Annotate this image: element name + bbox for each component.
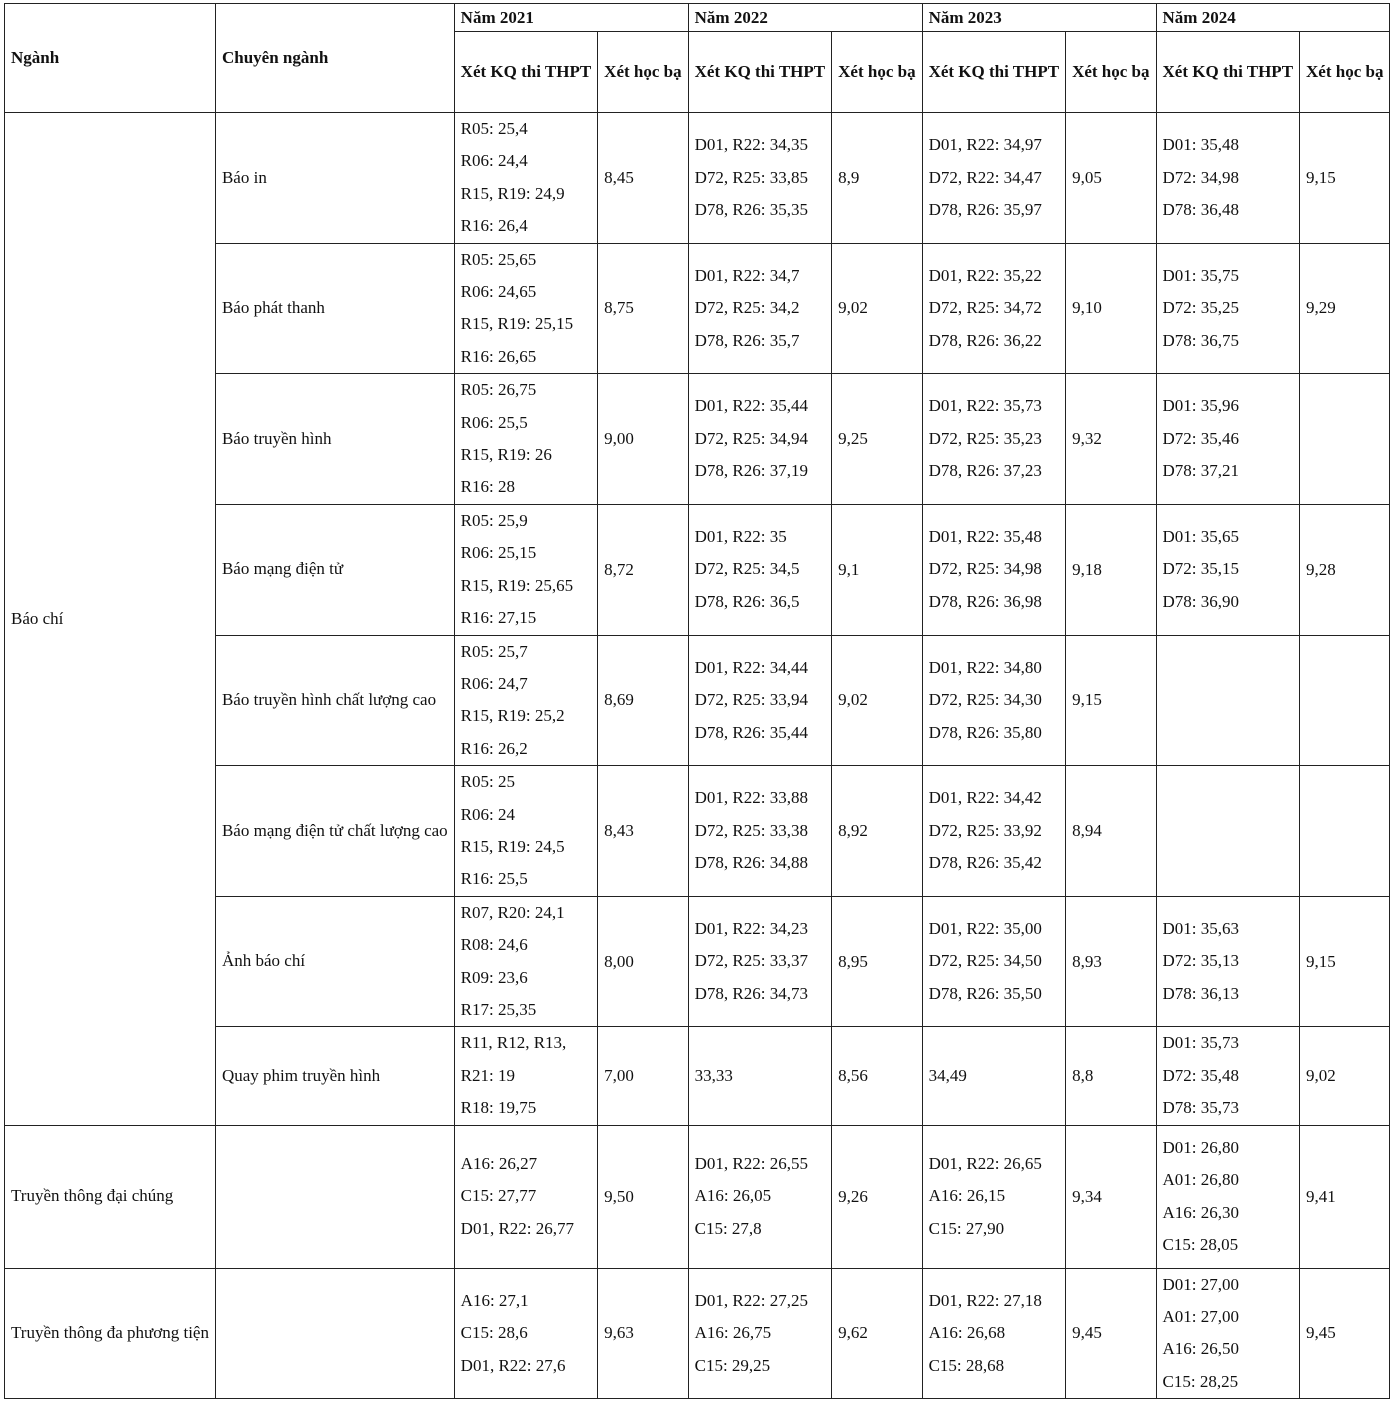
score-line: C15: 28,05 bbox=[1162, 1235, 1239, 1254]
score-line: D78: 37,21 bbox=[1162, 461, 1240, 481]
score-line: D01, R22: 27,6 bbox=[460, 1355, 566, 1375]
score-hb-2022-cell: 9,02 bbox=[832, 635, 922, 766]
score-line: D72: 35,15 bbox=[1162, 559, 1240, 579]
score-line: R05: 25,7 bbox=[460, 641, 528, 661]
score-hb-2023-cell: 9,15 bbox=[1066, 635, 1156, 766]
score-line: R09: 23,6 bbox=[460, 967, 528, 987]
score-line: D72, R25: 35,23 bbox=[928, 428, 1042, 448]
score-hb-2021-cell: 7,00 bbox=[598, 1027, 688, 1125]
score-line: D72: 35,46 bbox=[1162, 428, 1240, 448]
score-line: C15: 27,8 bbox=[694, 1218, 762, 1238]
score-line: D72, R25: 34,50 bbox=[928, 951, 1042, 971]
score-line: D78: 36,48 bbox=[1162, 200, 1240, 220]
score-hb-2023-cell: 8,8 bbox=[1066, 1027, 1156, 1125]
score-hb-2024-cell: 9,15 bbox=[1300, 896, 1390, 1027]
score-line: A16: 26,27 bbox=[460, 1153, 538, 1173]
score-line: A16: 26,75 bbox=[694, 1323, 772, 1343]
score-line: D78, R26: 34,73 bbox=[694, 983, 808, 1003]
score-kq-2023-cell bbox=[922, 243, 1066, 374]
score-line: D72, R25: 34,2 bbox=[694, 298, 800, 318]
score-line: R15, R19: 26 bbox=[460, 445, 552, 465]
score-hb-2022-cell: 8,9 bbox=[832, 113, 922, 244]
score-line: D72, R25: 34,5 bbox=[694, 559, 800, 579]
score-line: R06: 24,4 bbox=[460, 151, 528, 171]
score-line: R17: 25,35 bbox=[460, 999, 537, 1019]
score-kq-2024-cell bbox=[1156, 1027, 1300, 1125]
score-line: A01: 27,00 bbox=[1162, 1307, 1240, 1326]
score-line: R16: 26,2 bbox=[460, 738, 528, 758]
score-hb-2021-cell: 8,00 bbox=[598, 896, 688, 1027]
score-line: R05: 25 bbox=[460, 772, 515, 792]
score-hb-2023-cell: 9,10 bbox=[1066, 243, 1156, 374]
score-line: D01, R22: 34,42 bbox=[928, 788, 1042, 808]
score-line: D78, R26: 36,22 bbox=[928, 330, 1042, 350]
header-method-kq: Xét KQ thi THPT bbox=[1156, 32, 1300, 113]
score-kq-2021-cell bbox=[454, 113, 598, 244]
table-body bbox=[5, 113, 1390, 1399]
score-line: R08: 24,6 bbox=[460, 935, 528, 955]
score-line: R11, R12, R13, bbox=[460, 1033, 567, 1053]
score-line: R21: 19 bbox=[460, 1065, 515, 1085]
score-kq-2021-cell bbox=[454, 635, 598, 766]
score-line: D78, R26: 35,97 bbox=[928, 200, 1042, 220]
score-line: R16: 25,5 bbox=[460, 869, 528, 889]
chuyen-nganh-cell bbox=[215, 1125, 454, 1268]
score-line: C15: 28,25 bbox=[1162, 1371, 1239, 1391]
table-row bbox=[5, 1268, 1390, 1399]
chuyen-nganh-cell: Báo phát thanh bbox=[215, 243, 454, 374]
table-row bbox=[5, 1125, 1390, 1268]
chuyen-nganh-cell: Báo mạng điện tử bbox=[215, 504, 454, 635]
score-hb-2021-cell: 8,45 bbox=[598, 113, 688, 244]
score-line: R06: 24,7 bbox=[460, 673, 528, 693]
score-kq-2022-cell bbox=[688, 1027, 832, 1125]
header-chuyen-nganh: Chuyên ngành bbox=[215, 4, 454, 113]
score-line: D01, R22: 35,48 bbox=[928, 527, 1042, 547]
score-hb-2023-cell: 9,45 bbox=[1066, 1268, 1156, 1399]
score-line: D01, R22: 35,73 bbox=[928, 396, 1042, 416]
score-hb-2022-cell: 9,1 bbox=[832, 504, 922, 635]
score-line: D72, R25: 34,94 bbox=[694, 428, 808, 448]
score-kq-2022-cell bbox=[688, 374, 832, 505]
score-kq-2024-cell bbox=[1156, 243, 1300, 374]
header-method-kq: Xét KQ thi THPT bbox=[922, 32, 1066, 113]
score-line: R05: 26,75 bbox=[460, 380, 537, 400]
score-line: R06: 25,15 bbox=[460, 543, 537, 563]
score-line: D78, R26: 35,44 bbox=[694, 722, 808, 742]
header-year-2024: Năm 2024 bbox=[1156, 4, 1390, 32]
score-line: D01, R22: 35 bbox=[694, 527, 787, 547]
score-line: D78: 36,90 bbox=[1162, 591, 1240, 611]
score-hb-2023-cell: 9,18 bbox=[1066, 504, 1156, 635]
score-hb-2024-cell bbox=[1300, 635, 1390, 766]
score-line: R16: 26,65 bbox=[460, 346, 537, 366]
score-kq-2022-cell bbox=[688, 1125, 832, 1268]
score-line: D01, R22: 34,97 bbox=[928, 135, 1042, 155]
score-kq-2024-cell bbox=[1156, 374, 1300, 505]
score-line: D78, R26: 37,23 bbox=[928, 461, 1042, 481]
score-kq-2024-cell bbox=[1156, 113, 1300, 244]
admission-score-table bbox=[4, 3, 1390, 1399]
header-method-hb: Xét học bạ bbox=[1300, 32, 1390, 113]
score-line: D78, R26: 34,88 bbox=[694, 853, 808, 873]
score-kq-2021-cell bbox=[454, 766, 598, 897]
score-line: D72: 34,98 bbox=[1162, 167, 1240, 187]
score-line: R15, R19: 25,65 bbox=[460, 575, 574, 595]
score-line: D78: 36,13 bbox=[1162, 983, 1240, 1003]
score-line: D01, R22: 26,65 bbox=[928, 1153, 1042, 1173]
score-line: D72, R22: 34,47 bbox=[928, 167, 1042, 187]
score-hb-2024-cell: 9,28 bbox=[1300, 504, 1390, 635]
score-line: D01: 35,75 bbox=[1162, 265, 1240, 285]
score-hb-2024-cell bbox=[1300, 766, 1390, 897]
header-method-hb: Xét học bạ bbox=[832, 32, 922, 113]
score-hb-2021-cell: 8,69 bbox=[598, 635, 688, 766]
score-kq-2022-cell bbox=[688, 243, 832, 374]
score-kq-2023-cell bbox=[922, 766, 1066, 897]
chuyen-nganh-cell: Quay phim truyền hình bbox=[215, 1027, 454, 1125]
score-kq-2024-cell bbox=[1156, 896, 1300, 1027]
score-line: D72, R25: 34,72 bbox=[928, 298, 1042, 318]
score-hb-2022-cell: 8,92 bbox=[832, 766, 922, 897]
score-hb-2021-cell: 8,43 bbox=[598, 766, 688, 897]
score-line: D78, R26: 35,80 bbox=[928, 722, 1042, 742]
score-line: D72, R25: 33,94 bbox=[694, 690, 808, 710]
score-kq-2024-cell bbox=[1156, 1125, 1300, 1268]
score-line: D72: 35,13 bbox=[1162, 951, 1240, 971]
score-line: D72, R25: 33,37 bbox=[694, 951, 808, 971]
score-kq-2022-cell bbox=[688, 766, 832, 897]
score-hb-2024-cell bbox=[1300, 374, 1390, 505]
score-kq-2021-cell bbox=[454, 504, 598, 635]
score-hb-2022-cell: 9,25 bbox=[832, 374, 922, 505]
score-line: D78: 36,75 bbox=[1162, 330, 1240, 350]
score-line: A16: 27,1 bbox=[460, 1290, 529, 1310]
score-line: D01, R22: 34,35 bbox=[694, 135, 808, 155]
score-line: R15, R19: 24,9 bbox=[460, 183, 565, 203]
score-kq-2023-cell bbox=[922, 113, 1066, 244]
score-line: R15, R19: 24,5 bbox=[460, 836, 565, 856]
chuyen-nganh-cell: Báo mạng điện tử chất lượng cao bbox=[215, 766, 454, 897]
score-hb-2022-cell: 9,26 bbox=[832, 1125, 922, 1268]
score-line: D78: 35,73 bbox=[1162, 1098, 1240, 1118]
score-kq-2023-cell bbox=[922, 1125, 1066, 1268]
score-hb-2024-cell: 9,45 bbox=[1300, 1268, 1390, 1399]
score-kq-2022-cell bbox=[688, 635, 832, 766]
score-line: D01, R22: 35,44 bbox=[694, 396, 808, 416]
score-hb-2022-cell: 8,56 bbox=[832, 1027, 922, 1125]
score-kq-2021-cell bbox=[454, 1027, 598, 1125]
score-line: D78, R26: 36,98 bbox=[928, 591, 1042, 611]
score-line: D72, R25: 33,92 bbox=[928, 820, 1042, 840]
header-method-kq: Xét KQ thi THPT bbox=[454, 32, 598, 113]
score-line: D72: 35,48 bbox=[1162, 1065, 1240, 1085]
score-line: D78, R26: 37,19 bbox=[694, 461, 808, 481]
score-line: D78, R26: 35,35 bbox=[694, 200, 808, 220]
score-line: R05: 25,4 bbox=[460, 119, 528, 138]
chuyen-nganh-cell: Báo truyền hình bbox=[215, 374, 454, 505]
score-line: D78, R26: 35,50 bbox=[928, 983, 1042, 1003]
score-line: D72, R25: 33,85 bbox=[694, 167, 808, 187]
score-line: R16: 26,4 bbox=[460, 216, 528, 236]
score-hb-2022-cell: 9,02 bbox=[832, 243, 922, 374]
score-hb-2021-cell: 9,63 bbox=[598, 1268, 688, 1399]
score-line: D72, R25: 34,30 bbox=[928, 690, 1042, 710]
score-kq-2024-cell bbox=[1156, 766, 1300, 897]
score-hb-2022-cell: 9,62 bbox=[832, 1268, 922, 1399]
header-nganh: Ngành bbox=[5, 4, 216, 113]
score-kq-2024-cell bbox=[1156, 1268, 1300, 1399]
score-line: A01: 26,80 bbox=[1162, 1170, 1240, 1190]
chuyen-nganh-cell: Báo in bbox=[215, 113, 454, 244]
score-line: R15, R19: 25,2 bbox=[460, 706, 565, 726]
score-line: R05: 25,65 bbox=[460, 249, 537, 269]
score-kq-2023-cell bbox=[922, 635, 1066, 766]
score-line: R05: 25,9 bbox=[460, 510, 528, 530]
score-line: D01, R22: 35,22 bbox=[928, 265, 1042, 285]
score-kq-2023-cell bbox=[922, 504, 1066, 635]
score-hb-2023-cell: 8,93 bbox=[1066, 896, 1156, 1027]
score-line: A16: 26,15 bbox=[928, 1186, 1006, 1206]
score-line: D78, R26: 35,42 bbox=[928, 853, 1042, 873]
score-line: R16: 28 bbox=[460, 477, 515, 497]
score-hb-2021-cell: 9,00 bbox=[598, 374, 688, 505]
score-hb-2023-cell: 9,34 bbox=[1066, 1125, 1156, 1268]
score-kq-2024-cell bbox=[1156, 635, 1300, 766]
score-line: D01, R22: 26,55 bbox=[694, 1153, 808, 1173]
score-hb-2021-cell: 9,50 bbox=[598, 1125, 688, 1268]
score-kq-2021-cell bbox=[454, 243, 598, 374]
score-line: C15: 28,68 bbox=[928, 1355, 1005, 1375]
score-line: D01, R22: 26,77 bbox=[460, 1218, 575, 1238]
score-kq-2021-cell bbox=[454, 1125, 598, 1268]
score-line: D01, R22: 35,00 bbox=[928, 918, 1042, 938]
score-line: A16: 26,68 bbox=[928, 1323, 1006, 1343]
score-line: 33,33 bbox=[694, 1065, 733, 1085]
score-hb-2023-cell: 9,32 bbox=[1066, 374, 1156, 505]
score-line: D01: 35,48 bbox=[1162, 135, 1240, 155]
score-hb-2021-cell: 8,75 bbox=[598, 243, 688, 374]
score-kq-2021-cell bbox=[454, 896, 598, 1027]
header-year-2023: Năm 2023 bbox=[922, 4, 1156, 32]
score-line: R06: 25,5 bbox=[460, 412, 528, 432]
nganh-cell: Báo chí bbox=[5, 113, 216, 1126]
score-line: R06: 24,65 bbox=[460, 282, 537, 302]
score-line: D72, R25: 34,98 bbox=[928, 559, 1042, 579]
score-line: D01, R22: 33,88 bbox=[694, 788, 808, 808]
header-method-hb: Xét học bạ bbox=[1066, 32, 1156, 113]
table-row bbox=[5, 113, 1390, 244]
header-year-2021: Năm 2021 bbox=[454, 4, 688, 32]
score-kq-2023-cell bbox=[922, 374, 1066, 505]
score-hb-2022-cell: 8,95 bbox=[832, 896, 922, 1027]
score-line: D78, R26: 35,7 bbox=[694, 330, 800, 350]
score-line: D01, R22: 27,25 bbox=[694, 1290, 808, 1310]
score-line: A16: 26,05 bbox=[694, 1186, 772, 1206]
score-kq-2022-cell bbox=[688, 113, 832, 244]
score-hb-2021-cell: 8,72 bbox=[598, 504, 688, 635]
score-line: C15: 28,6 bbox=[460, 1323, 528, 1343]
score-hb-2024-cell: 9,41 bbox=[1300, 1125, 1390, 1268]
score-line: D01, R22: 27,18 bbox=[928, 1290, 1042, 1310]
score-line: D72, R25: 33,38 bbox=[694, 820, 808, 840]
header-year-2022: Năm 2022 bbox=[688, 4, 922, 32]
score-hb-2023-cell: 9,05 bbox=[1066, 113, 1156, 244]
score-kq-2021-cell bbox=[454, 1268, 598, 1399]
score-line: C15: 27,77 bbox=[460, 1186, 537, 1206]
score-line: C15: 27,90 bbox=[928, 1218, 1005, 1238]
nganh-cell: Truyền thông đại chúng bbox=[5, 1125, 216, 1268]
score-line: D01, R22: 34,80 bbox=[928, 657, 1042, 677]
score-hb-2024-cell: 9,15 bbox=[1300, 113, 1390, 244]
score-kq-2023-cell bbox=[922, 1268, 1066, 1399]
header-method-hb: Xét học bạ bbox=[598, 32, 688, 113]
nganh-cell: Truyền thông đa phương tiện bbox=[5, 1268, 216, 1399]
score-line: R15, R19: 25,15 bbox=[460, 314, 574, 334]
score-line: R07, R20: 24,1 bbox=[460, 902, 565, 922]
score-hb-2023-cell: 8,94 bbox=[1066, 766, 1156, 897]
score-kq-2021-cell bbox=[454, 374, 598, 505]
score-line: D01, R22: 34,7 bbox=[694, 265, 800, 285]
score-kq-2023-cell bbox=[922, 896, 1066, 1027]
score-kq-2023-cell bbox=[922, 1027, 1066, 1125]
score-kq-2024-cell bbox=[1156, 504, 1300, 635]
score-kq-2022-cell bbox=[688, 896, 832, 1027]
score-line: D01: 35,73 bbox=[1162, 1033, 1240, 1053]
score-kq-2022-cell bbox=[688, 504, 832, 635]
score-line: D01: 26,80 bbox=[1162, 1137, 1240, 1157]
score-line: D01: 27,00 bbox=[1162, 1274, 1240, 1294]
score-line: A16: 26,50 bbox=[1162, 1339, 1240, 1359]
score-line: R16: 27,15 bbox=[460, 608, 537, 628]
score-line: C15: 29,25 bbox=[694, 1355, 771, 1375]
chuyen-nganh-cell bbox=[215, 1268, 454, 1399]
chuyen-nganh-cell: Ảnh báo chí bbox=[215, 896, 454, 1027]
score-kq-2022-cell bbox=[688, 1268, 832, 1399]
chuyen-nganh-cell: Báo truyền hình chất lượng cao bbox=[215, 635, 454, 766]
score-line: D78, R26: 36,5 bbox=[694, 591, 800, 611]
score-line: A16: 26,30 bbox=[1162, 1202, 1240, 1222]
score-hb-2024-cell: 9,29 bbox=[1300, 243, 1390, 374]
score-line: R06: 24 bbox=[460, 804, 515, 824]
score-line: D01, R22: 34,23 bbox=[694, 918, 808, 938]
score-hb-2024-cell: 9,02 bbox=[1300, 1027, 1390, 1125]
score-line: D01: 35,63 bbox=[1162, 918, 1240, 938]
score-line: D01: 35,65 bbox=[1162, 527, 1240, 547]
score-line: R18: 19,75 bbox=[460, 1098, 537, 1118]
score-line: D01, R22: 34,44 bbox=[694, 657, 808, 677]
score-line: 34,49 bbox=[928, 1065, 967, 1085]
score-line: D01: 35,96 bbox=[1162, 396, 1240, 416]
header-method-kq: Xét KQ thi THPT bbox=[688, 32, 832, 113]
score-line: D72: 35,25 bbox=[1162, 298, 1240, 318]
